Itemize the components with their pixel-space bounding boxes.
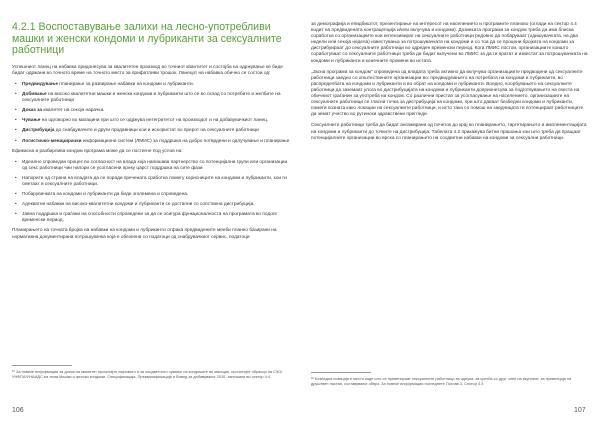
bullet-icon: • [15, 175, 17, 181]
page-number: 107 [574, 407, 586, 414]
list-item [12, 192, 293, 198]
list-item-text: Идеално спроведан процес во согласност на влада која напишава партнерство со потенцијални групи или организации од секс работници чии напори се усогласени преку царст поддршка на сите фази [22, 159, 288, 171]
list-item-term: Дистрибуција [22, 128, 55, 134]
list-item [12, 160, 293, 172]
list-item-term: Чување [22, 118, 41, 124]
section-heading: 4.2.1 Воспоставување залихи на лесно-употребливи машки и женски кондоми и лубриканти за сексуалните работници [12, 21, 282, 57]
list-item-text: Јавна поддршка и граѓани на способности спроведени за да се осигура функционалноста на програмата во подолг временски период. [22, 212, 278, 224]
list-item-term: Логистичко-менаџирачки [22, 138, 82, 144]
list-item-text: на високо квалитетни машки и женски кондоми и лубриканти што се во склад со потребите и желбите на сексуалните работници [22, 92, 281, 104]
bullet-icon: • [15, 138, 17, 144]
bullet-icon: • [15, 81, 17, 87]
right-column [311, 22, 588, 147]
right-page [300, 0, 600, 424]
footnote: ³⁰ Безбедна позиција е место каде што се превенираат сексуалните работници за одлука, за сретба со друг член на вкупниот, за превенција на друштвен настан, составување обврз. За повеќе информации погледнете Поглав 3, Сектор 3.3 [311, 376, 572, 386]
list-item-text: Побарувачката на кондоми и лубриканти да биде зголемена и спроведена. [22, 192, 189, 198]
bullet-icon: • [15, 192, 17, 198]
paragraph: Сексуалните работници треба да бидат ангажирани од почеток до крај во планирањето, таргетирањето и имплементацијата на кондоми и лубриканти до точките на дистрибуција. Табелата 4.2 прикажува битни прашања кои што треба да пращаат потенцијалните организации во врска со планирањето на соодветни набавки на кондоми за сексуални работници. [311, 123, 587, 141]
bullet-icon: • [15, 159, 17, 165]
list-item [12, 212, 293, 224]
list-item-text: планирање за развирање набавки на кондоми и лубриканти. [57, 81, 195, 87]
list-item [12, 92, 293, 104]
bullet-icon: • [15, 108, 17, 114]
list-item-text: Адекватни набавки на високо-квалитетни кондоми и лубриканти се достапни со сопствена дистрибуција. [22, 202, 255, 208]
paragraph: „Јасна програма за кондом" спроведена од владата треба активно да вклучува организациите предводени од сексуалните работници заедно со општествените организации во: предвидувањето на потребата на кондоми и лубриканти, во распределбата на кондоми и лубриканти и во обрат на кондоми и лубриканти. Воедно, коорбувањето на сексуалните работници да заземаат улога во дистрибуцијата на кондоми и лубриканти доприонесува за подготвувањето на свеста на обичниот граѓанин за употреба на кондом. Со различни пристап за усогласување на населението, организациите на сексуалните работници се гласни точка за дистрибуција на кондоми, при што даваат безбедни кондоми и лубриканти, помеѓи позната како локации на сексуалните работници, и исто така со помош на заедницата ги потенцираат работниците да земат учество во рутински здравствени прегледи. [311, 69, 584, 118]
list-item-text: квалитет на секоја нарачка. [42, 108, 105, 114]
list-item [12, 139, 293, 145]
list-item [12, 128, 293, 134]
intro-paragraph: Успешниот ланец на набавка придонесува за квалитетен производ во точниот квантитет и состојба на одржување ке биде бидат одржани во точното време на точното место за прифатливи трошок. Ланецот на набавка обично се состои од: [12, 64, 283, 76]
bullet-icon: • [15, 202, 17, 208]
bullet-icon: • [15, 118, 17, 124]
list-item-term: Добивање [22, 92, 47, 98]
list-item [12, 118, 293, 124]
list-item-text: до снабдувачите и други продавници кои и искористат во прерот на сексуалните работници [54, 128, 259, 134]
list-item [12, 176, 293, 188]
supply-chain-list [12, 82, 293, 145]
bullet-icon: • [15, 212, 17, 218]
footnote-divider [311, 372, 371, 373]
conditions-list [12, 160, 293, 225]
paragraph: Ефикасна и разбирлива кондом програма може да се постигне под услов на: [12, 148, 183, 154]
list-item [12, 202, 293, 208]
list-item-text: информациони систем (ЛМИС) за поддршка на добро потврдени и одлучувањe и планирање [81, 138, 290, 144]
paragraph: Планирањето на точната бројка на набавки на кондоми и лубриканти отфака предвидените мееби планно базирани на нормативна документирана потрошувачка која е обезпена со податоци од снабдувачкиот сервис, податоци [12, 228, 277, 240]
bullet-icon: • [15, 128, 17, 134]
list-item [12, 108, 293, 114]
list-item-term: Доказ за [22, 108, 43, 114]
page-number: 106 [12, 407, 24, 414]
list-item-text: на одговорно во магацини при што се одржува интегритетот на производот и на добавувачкиот ланец. [40, 118, 269, 124]
list-item-text: Напорите од страна на владата да се поради пречената сработка помегу корисниците на кондоми и лубриканти, кои ги сметаат и сексуалните работници. [22, 175, 287, 187]
left-column [12, 22, 293, 246]
paragraph: за демографија и епидбиштот, презентирање на интересот на населението и програмите планово (оглади на сектор 4.4 водит на предвидената контрацепција и/или вклучува и кондоми). Дозвеката програма за кондом треба да има блиска соработка со организациите кои интензивират на сексуалните работници редовно да побаруваат (одишувачката, на два недели или секоја недела) известувања за потрошувачката на кондоми и со тоа да се процени бројката на кондоми за дистрибуираат до сексуалните работници во одреден временски период. Кога ЛМИС постои, организациите коишто соработуваат со сексуалните работници треба да бидат вклучени во ЛМИС за да ги пратат и известат за потрошувачката на кондоми и лубриканти и конечните промени во истата. [311, 22, 588, 64]
list-item [12, 82, 293, 88]
bullet-icon: • [15, 92, 17, 98]
footnote: ²⁹ За повеќе информации за доказ на квалитет прочитајте најновото и за соодветното чување на кондомите во магацин, прочитајте обрасци на СЗО/УНФПА/УНАИДС на тема Машки и женски кондоми, Спецификација, Преквалификација и Вовед за добавување 2010, запишана во сектор 4.4 [12, 369, 283, 379]
list-item-term: Предвидување [22, 81, 58, 87]
footnote-divider [12, 365, 72, 366]
